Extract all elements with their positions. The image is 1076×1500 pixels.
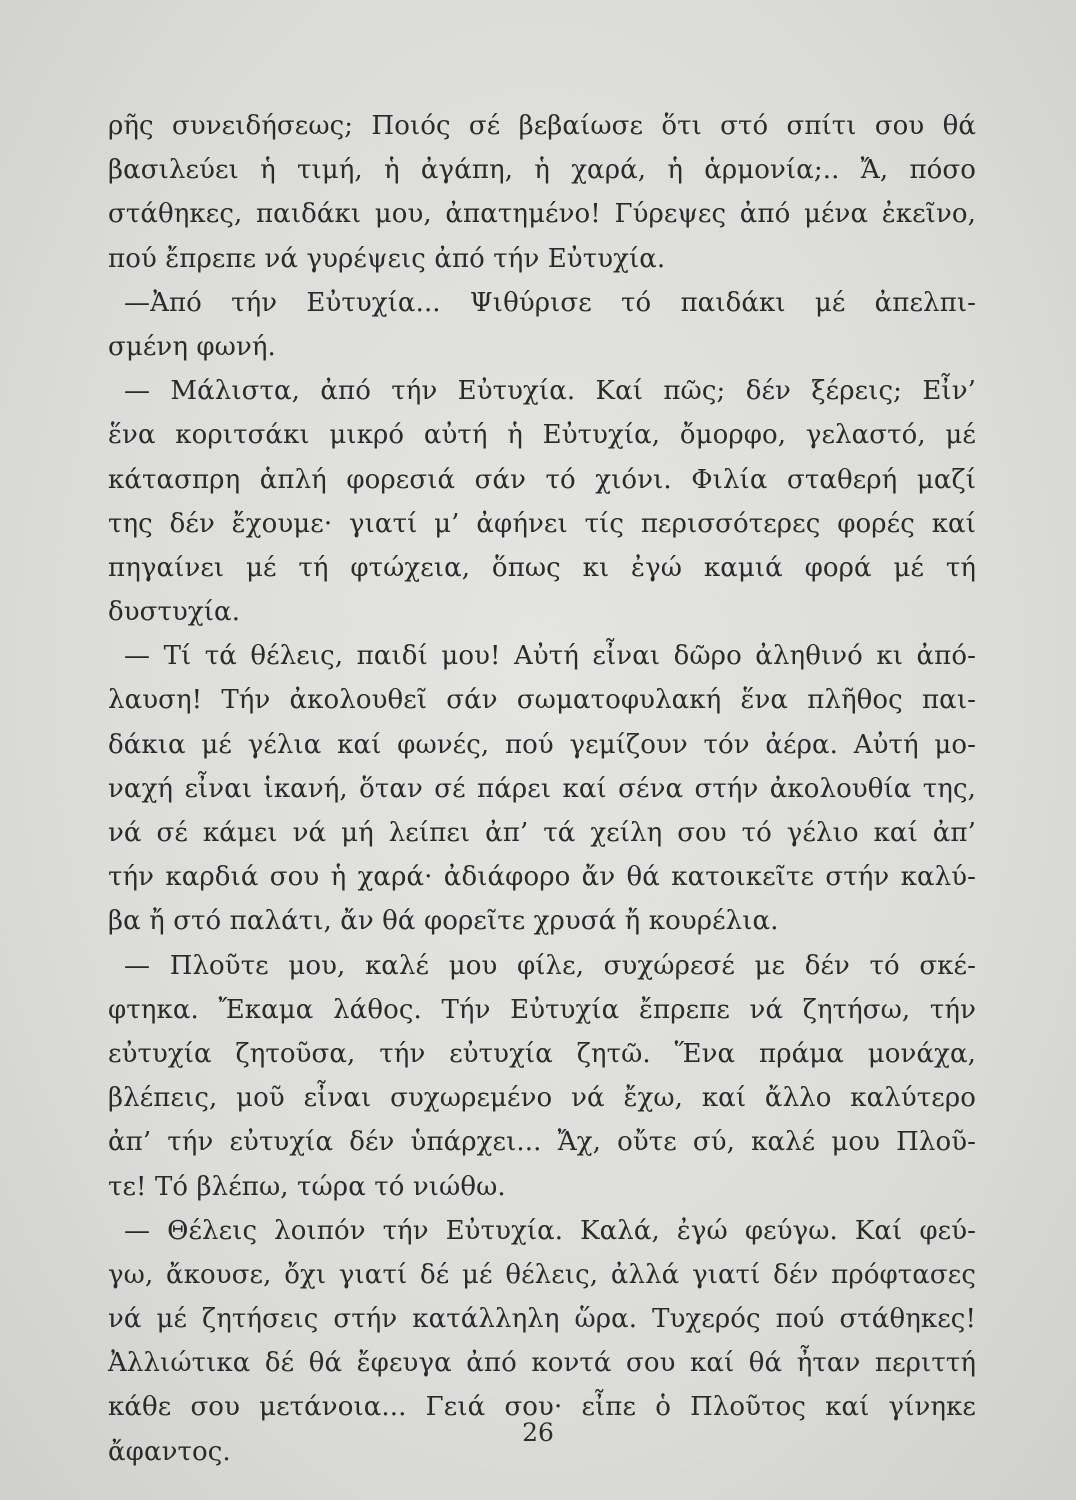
- text-line: ναχή εἶναι ἱκανή, ὅταν σέ πάρει καί σένα στήν ἀκολουθία της,: [108, 773, 976, 804]
- text-line: Ἀλλιώτικα δέ θά ἔφευγα ἀπό κοντά σου καί θά ἦταν περιττή: [108, 1348, 976, 1379]
- text-line: τήν καρδιά σου ἡ χαρά· ἀδιάφορο ἄν θά κατοικεῖτε στήν καλύ-: [108, 862, 976, 893]
- text-line: νά μέ ζητήσεις στήν κατάλληλη ὥρα. Τυχερός πού στάθηκες!: [108, 1304, 976, 1335]
- text-line: βασιλεύει ἡ τιμή, ἡ ἀγάπη, ἡ χαρά, ἡ ἁρμονία;.. Ἄ, πόσο: [108, 155, 976, 186]
- text-line: ἀπ’ τήν εὐτυχία δέν ὑπάρχει... Ἄχ, οὔτε σύ, καλέ μου Πλοῦ-: [108, 1127, 976, 1158]
- text-line: νά σέ κάμει νά μή λείπει ἀπ’ τά χείλη σου τό γέλιο καί ἀπ’: [108, 818, 976, 848]
- text-line: —Ἀπό τήν Εὐτυχία... Ψιθύρισε τό παιδάκι μέ ἀπελπι-: [124, 287, 976, 318]
- page-number: 26: [522, 1418, 554, 1447]
- text-line: — Πλοῦτε μου, καλέ μου φίλε, συχώρεσέ με δέν τό σκέ-: [124, 950, 976, 981]
- text-line: βα ἤ στό παλάτι, ἄν θά φορεῖτε χρυσά ἤ κουρέλια.: [108, 906, 779, 937]
- text-line: λαυση! Τήν ἀκολουθεῖ σάν σωματοφυλακή ἕνα πλῆθος παι-: [108, 685, 976, 716]
- text-line: τε! Τό βλέπω, τώρα τό νιώθω.: [108, 1171, 506, 1202]
- text-line: πηγαίνει μέ τή φτώχεια, ὅπως κι ἐγώ καμιά φορά μέ τή: [108, 552, 976, 583]
- text-line: ἄφαντος.: [108, 1436, 231, 1467]
- text-line: φτηκα. Ἔκαμα λάθος. Τήν Εὐτυχία ἔπρεπε νά ζητήσω, τήν: [108, 994, 976, 1025]
- text-line: — Μάλιστα, ἀπό τήν Εὐτυχία. Καί πῶς; δέν ξέρεις; Εἶν’: [124, 376, 976, 407]
- text-line: δυστυχία.: [108, 597, 241, 628]
- text-line: — Τί τά θέλεις, παιδί μου! Αὐτή εἶναι δῶρο ἀληθινό κι ἀπό-: [124, 641, 976, 672]
- text-line: — Θέλεις λοιπόν τήν Εὐτυχία. Καλά, ἐγώ φεύγω. Καί φεύ-: [124, 1215, 976, 1246]
- text-line: βλέπεις, μοῦ εἶναι συχωρεμένο νά ἔχω, καί ἄλλο καλύτερο: [108, 1083, 976, 1114]
- text-line: σμένη φωνή.: [108, 331, 276, 362]
- text-line: ἕνα κοριτσάκι μικρό αὐτή ἡ Εὐτυχία, ὄμορφο, γελαστό, μέ: [108, 420, 976, 451]
- text-line: κάτασπρη ἁπλή φορεσιά σάν τό χιόνι. Φιλία σταθερή μαζί: [108, 464, 976, 495]
- text-line: κάθε σου μετάνοια... Γειά σου· εἶπε ὁ Πλοῦτος καί γίνηκε: [108, 1392, 976, 1423]
- text-line: δάκια μέ γέλια καί φωνές, πού γεμίζουν τόν ἀέρα. Αὐτή μο-: [108, 729, 976, 760]
- text-line: εὐτυχία ζητοῦσα, τήν εὐτυχία ζητῶ. Ἕνα πράμα μονάχα,: [108, 1038, 976, 1069]
- body-text: [108, 104, 976, 1474]
- text-line: ρῆς συνειδήσεως; Ποιός σέ βεβαίωσε ὅτι στό σπίτι σου θά: [108, 111, 976, 141]
- text-line: γω, ἄκουσε, ὄχι γιατί δέ μέ θέλεις, ἀλλά γιατί δέν πρόφτασες: [108, 1259, 976, 1290]
- text-line: της δέν ἔχουμε· γιατί μ’ ἀφήνει τίς περισσότερες φορές καί: [108, 508, 976, 539]
- text-line: στάθηκες, παιδάκι μου, ἀπατημένο! Γύρεψες ἀπό μένα ἐκεῖνο,: [108, 199, 976, 230]
- text-line: πού ἔπρεπε νά γυρέψεις ἀπό τήν Εὐτυχία.: [108, 243, 666, 274]
